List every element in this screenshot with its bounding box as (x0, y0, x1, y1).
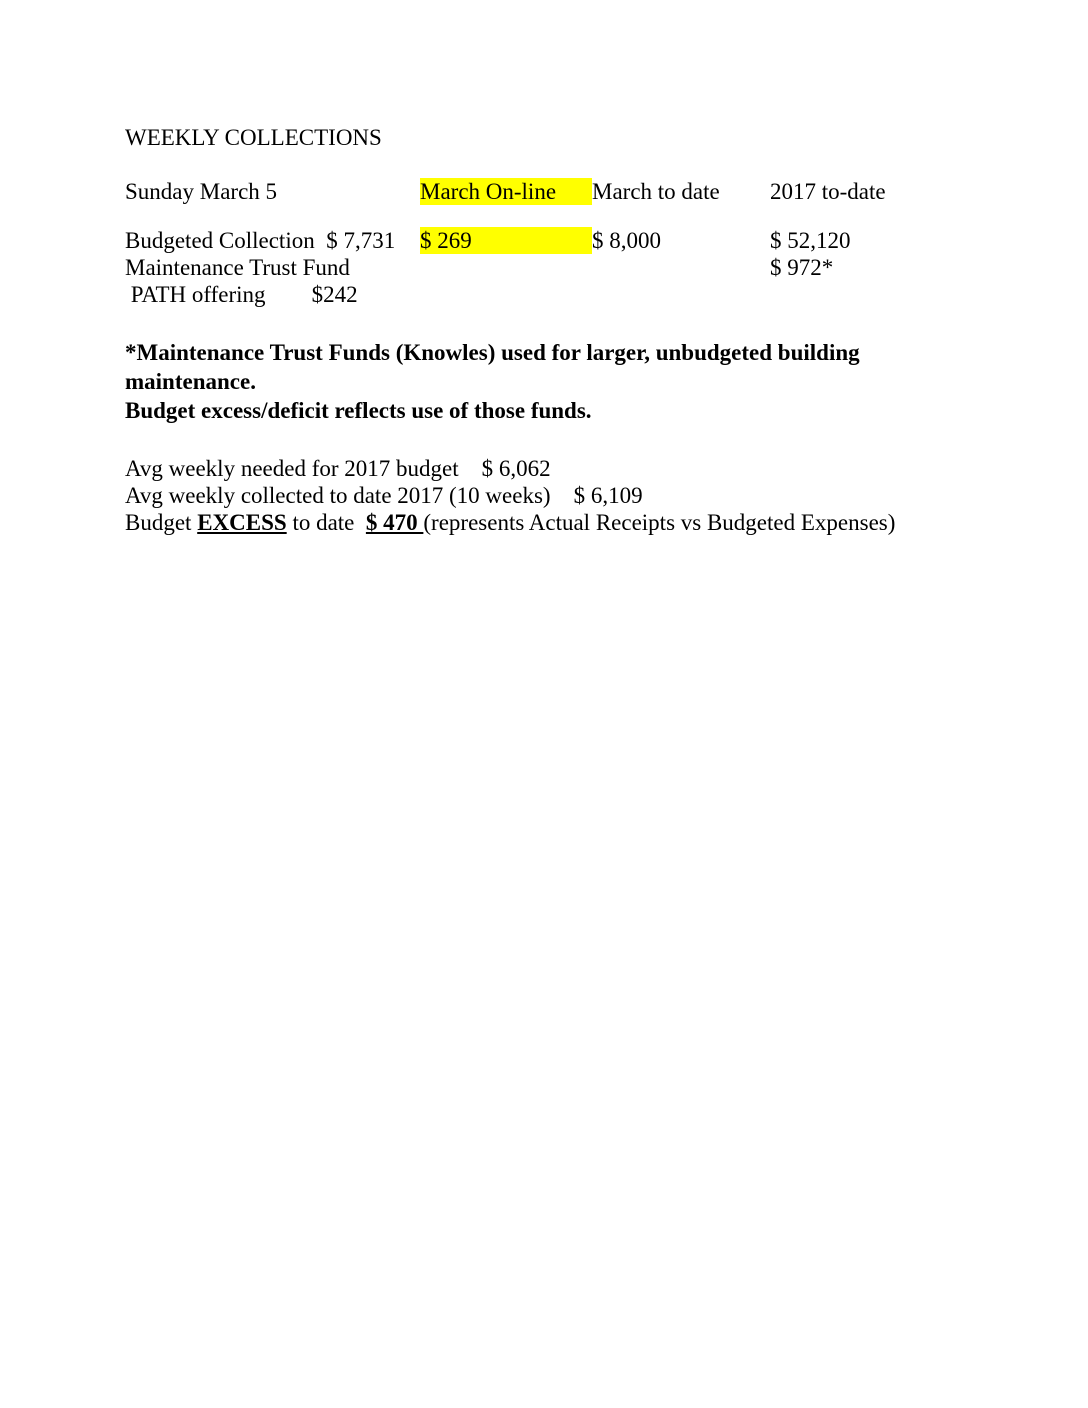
row-label-maintenance-trust-fund: Maintenance Trust Fund (125, 255, 350, 280)
row-label-budgeted-collection: Budgeted Collection $ 7,731 (125, 228, 396, 253)
table-row (125, 227, 955, 254)
spacer (125, 425, 955, 455)
summary-avg-weekly-collected (125, 482, 955, 509)
spacer (125, 205, 955, 227)
header-year-to-date: 2017 to-date (770, 179, 886, 204)
document-body (125, 124, 955, 536)
excess-word: EXCESS (197, 510, 287, 535)
table-header-row (125, 178, 955, 205)
avg-collected-value: $ 6,109 (573, 483, 643, 508)
header-month-to-date: March to date (592, 179, 720, 204)
avg-collected-label: Avg weekly collected to date 2017 (10 weeks) (125, 483, 551, 508)
summary-budget-excess (125, 509, 955, 536)
row-label-path-offering: PATH offering $242 (125, 282, 358, 307)
avg-needed-value: $ 6,062 (481, 456, 551, 481)
header-sunday-date: Sunday March 5 (125, 179, 278, 204)
row-ytd-budgeted-collection: $ 52,120 (770, 228, 851, 253)
excess-middle: to date (286, 510, 366, 535)
row-mtd-budgeted-collection: $ 8,000 (592, 228, 661, 253)
row-online-budgeted-collection: $ 269 (420, 227, 592, 254)
note-maintenance-trust-funds: *Maintenance Trust Funds (Knowles) used for larger, unbudgeted building maintenance. (125, 340, 860, 394)
row-ytd-maintenance-trust-fund: $ 972* (770, 255, 834, 280)
excess-value: $ 470 (365, 510, 424, 535)
note-budget-excess-deficit: Budget excess/deficit reflects use of those funds. (125, 398, 592, 423)
avg-needed-label: Avg weekly needed for 2017 budget (125, 456, 459, 481)
excess-suffix: (represents Actual Receipts vs Budgeted Expenses) (423, 510, 896, 535)
header-online: March On-line (420, 178, 592, 205)
spacer (125, 308, 955, 338)
summary-avg-weekly-needed (125, 455, 955, 482)
spacer (125, 151, 955, 178)
excess-prefix: Budget (125, 510, 198, 535)
table-row (125, 281, 955, 308)
page-title: WEEKLY COLLECTIONS (125, 125, 382, 150)
table-row (125, 254, 955, 281)
